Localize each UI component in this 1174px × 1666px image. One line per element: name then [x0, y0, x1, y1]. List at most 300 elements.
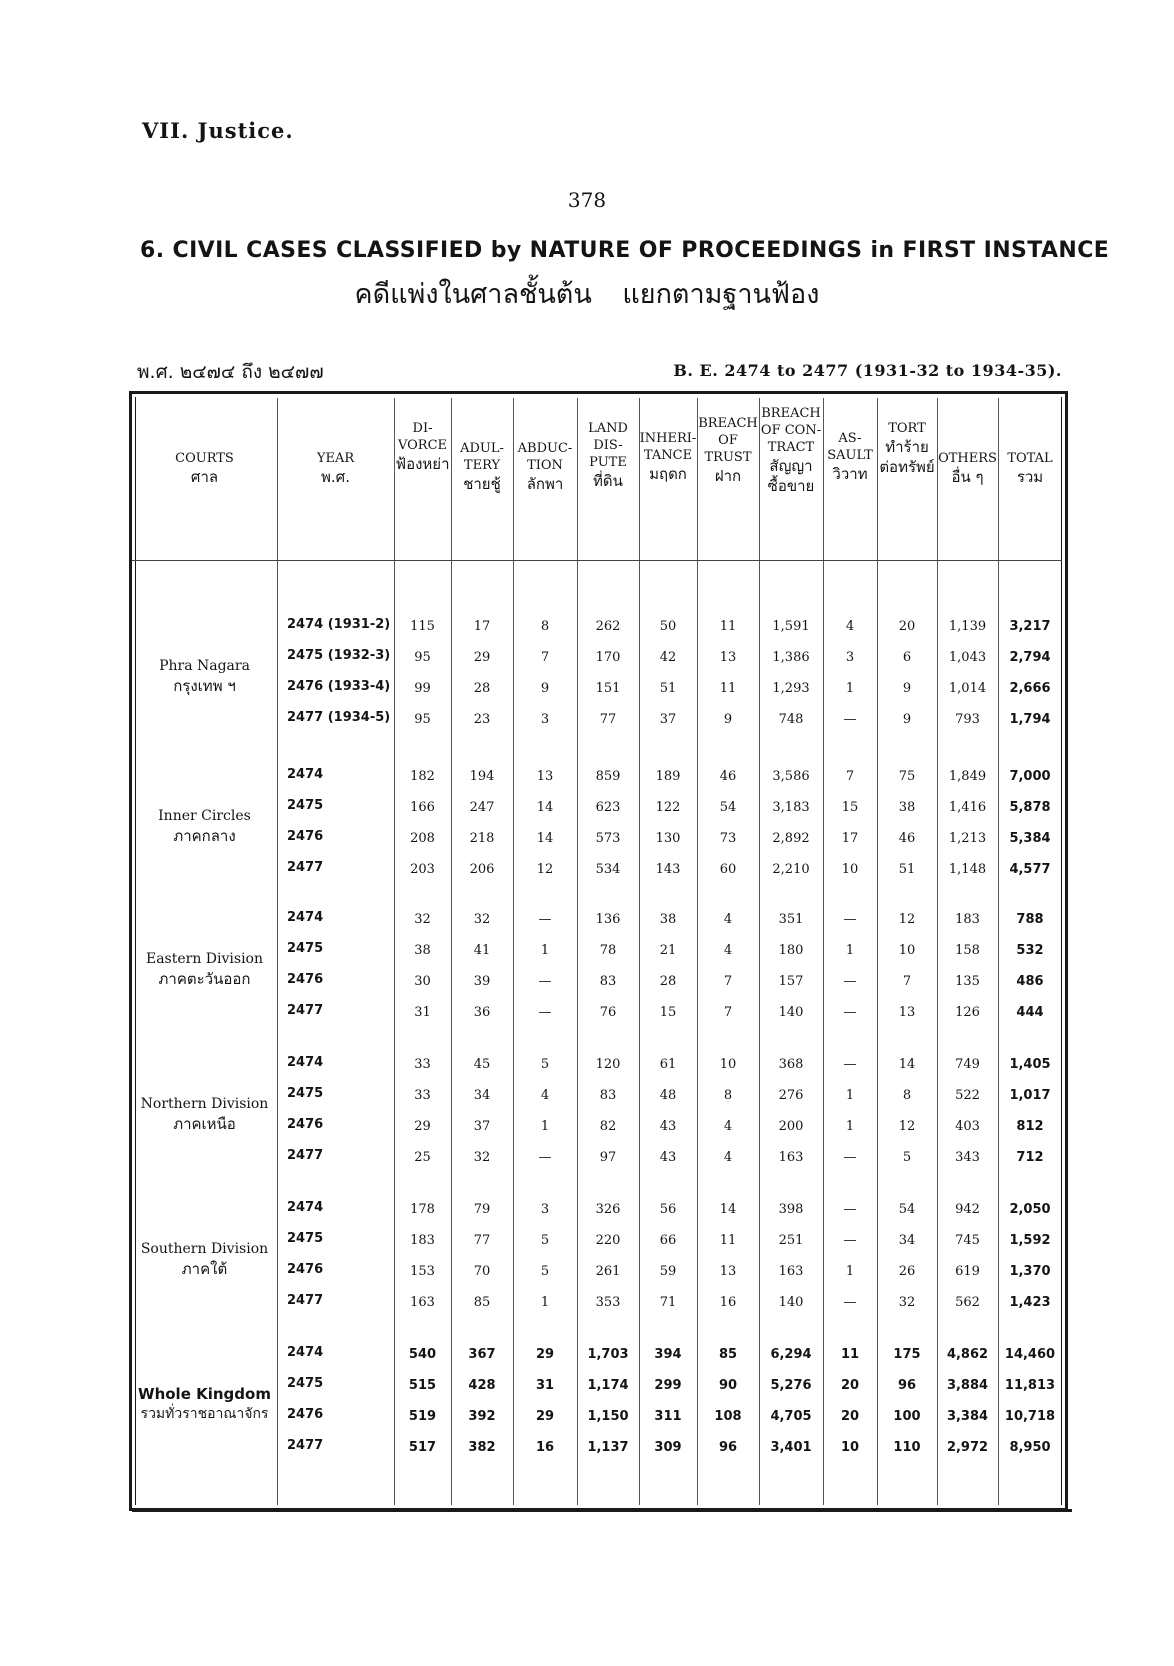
- value-cell-land-dispute: 1,174: [587, 1378, 629, 1393]
- value-cell-assault: 1: [845, 681, 855, 696]
- value-cell-land-dispute: 77: [599, 712, 617, 727]
- value-cell-land-dispute: 220: [595, 1233, 621, 1248]
- value-cell-breach-of-trust: 4: [723, 1119, 733, 1134]
- value-cell-others: 3,384: [946, 1409, 989, 1424]
- column-header-land-dispute: [577, 420, 639, 491]
- column-header-divorce: [394, 420, 451, 474]
- value-cell-total: 1,017: [1009, 1088, 1051, 1103]
- value-cell-abduction: 29: [535, 1409, 555, 1424]
- value-cell-adultery: 45: [473, 1057, 491, 1072]
- value-cell-abduction: 1: [540, 1295, 550, 1310]
- value-cell-adultery: 32: [473, 912, 491, 927]
- value-cell-total: 2,666: [1009, 681, 1051, 696]
- value-cell-total: 5,878: [1009, 800, 1051, 815]
- column-header-english: INHERI- TANCE: [639, 431, 697, 463]
- value-cell-adultery: 79: [473, 1202, 491, 1217]
- value-cell-divorce: 540: [408, 1347, 437, 1362]
- value-cell-breach-of-contract: 140: [778, 1295, 804, 1310]
- court-name-english: Inner Circles: [158, 808, 251, 824]
- column-header-english: LAND DIS- PUTE: [588, 421, 628, 470]
- value-cell-assault: 3: [845, 650, 855, 665]
- value-cell-assault: 7: [845, 769, 855, 784]
- value-cell-assault: 10: [840, 1440, 860, 1455]
- year-cell: 2474: [287, 1200, 324, 1215]
- value-cell-total: 1,794: [1009, 712, 1051, 727]
- value-cell-abduction: 1: [540, 943, 550, 958]
- year-cell: 2475: [287, 941, 324, 956]
- value-cell-divorce: 166: [410, 800, 435, 815]
- value-cell-adultery: 194: [469, 769, 495, 784]
- year-cell: 2476 (1933-4): [287, 679, 391, 694]
- value-cell-divorce: 31: [414, 1005, 431, 1020]
- value-cell-breach-of-trust: 4: [723, 912, 733, 927]
- year-cell: 2477: [287, 1293, 324, 1308]
- value-cell-assault: 1: [845, 943, 855, 958]
- value-cell-tort: 54: [898, 1202, 916, 1217]
- value-cell-total: 1,370: [1009, 1264, 1051, 1279]
- value-cell-inheritance: 130: [655, 831, 681, 846]
- value-cell-adultery: 28: [473, 681, 491, 696]
- value-cell-inheritance: 66: [659, 1233, 677, 1248]
- value-cell-inheritance: 48: [659, 1088, 677, 1103]
- value-cell-abduction: 29: [535, 1347, 555, 1362]
- value-cell-adultery: 32: [473, 1150, 491, 1165]
- value-cell-land-dispute: 97: [599, 1150, 617, 1165]
- value-cell-inheritance: 59: [659, 1264, 677, 1279]
- value-cell-inheritance: 51: [659, 681, 677, 696]
- value-cell-others: 343: [955, 1150, 980, 1165]
- value-cell-total: 2,794: [1009, 650, 1051, 665]
- value-cell-divorce: 99: [414, 681, 431, 696]
- value-cell-abduction: 14: [536, 831, 554, 846]
- value-cell-total: 486: [1016, 974, 1044, 989]
- year-cell: 2476: [287, 1117, 324, 1132]
- value-cell-breach-of-contract: 5,276: [770, 1378, 812, 1393]
- value-cell-tort: 14: [898, 1057, 916, 1072]
- column-header-assault: [823, 430, 877, 484]
- value-cell-breach-of-contract: 163: [778, 1150, 804, 1165]
- value-cell-breach-of-trust: 14: [719, 1202, 737, 1217]
- year-cell: 2474: [287, 1055, 324, 1070]
- year-cell: 2477: [287, 1003, 324, 1018]
- value-cell-others: 1,213: [948, 831, 987, 846]
- column-header-year: [277, 450, 394, 487]
- value-cell-abduction: —: [538, 1150, 552, 1165]
- column-header-english: ADUL- TERY: [460, 441, 504, 473]
- year-cell: 2475: [287, 798, 324, 813]
- value-cell-assault: 20: [840, 1378, 860, 1393]
- value-cell-total: 8,950: [1009, 1440, 1051, 1455]
- year-cell: 2477 (1934-5): [287, 710, 391, 725]
- value-cell-others: 135: [955, 974, 980, 989]
- value-cell-tort: 175: [893, 1347, 921, 1362]
- header-rule: [132, 560, 1062, 561]
- value-cell-breach-of-trust: 7: [723, 974, 733, 989]
- value-cell-assault: —: [843, 1057, 857, 1072]
- value-cell-total: 1,592: [1009, 1233, 1051, 1248]
- column-header-thai: ฝาก: [714, 467, 742, 485]
- column-divider: [277, 398, 278, 1505]
- value-cell-land-dispute: 623: [595, 800, 621, 815]
- value-cell-others: 1,043: [948, 650, 987, 665]
- value-cell-total: 11,813: [1004, 1378, 1056, 1393]
- value-cell-tort: 9: [902, 681, 912, 696]
- value-cell-tort: 110: [893, 1440, 921, 1455]
- column-header-english: TORT: [888, 421, 926, 436]
- value-cell-land-dispute: 1,703: [587, 1347, 629, 1362]
- value-cell-adultery: 29: [473, 650, 491, 665]
- value-cell-inheritance: 394: [654, 1347, 682, 1362]
- value-cell-divorce: 25: [414, 1150, 431, 1165]
- value-cell-tort: 32: [898, 1295, 916, 1310]
- value-cell-tort: 10: [898, 943, 916, 958]
- value-cell-adultery: 70: [473, 1264, 491, 1279]
- value-cell-divorce: 33: [414, 1088, 431, 1103]
- value-cell-abduction: 5: [540, 1057, 550, 1072]
- value-cell-others: 158: [955, 943, 980, 958]
- value-cell-inheritance: 37: [659, 712, 677, 727]
- value-cell-inheritance: 122: [655, 800, 681, 815]
- value-cell-inheritance: 21: [659, 943, 677, 958]
- value-cell-divorce: 182: [410, 769, 435, 784]
- value-cell-inheritance: 61: [659, 1057, 677, 1072]
- value-cell-inheritance: 143: [655, 862, 681, 877]
- value-cell-adultery: 218: [469, 831, 495, 846]
- value-cell-assault: 15: [841, 800, 859, 815]
- value-cell-land-dispute: 1,150: [587, 1409, 629, 1424]
- value-cell-breach-of-trust: 11: [719, 1233, 737, 1248]
- value-cell-land-dispute: 534: [595, 862, 621, 877]
- value-cell-breach-of-trust: 85: [718, 1347, 738, 1362]
- court-name-english: Northern Division: [140, 1096, 269, 1112]
- year-cell: 2476: [287, 1407, 324, 1422]
- value-cell-breach-of-trust: 4: [723, 1150, 733, 1165]
- value-cell-breach-of-contract: 1,293: [772, 681, 810, 696]
- column-header-english: DI- VORCE: [397, 421, 448, 453]
- value-cell-inheritance: 299: [654, 1378, 682, 1393]
- court-name-thai: ภาคกลาง: [173, 827, 236, 845]
- value-cell-total: 712: [1016, 1150, 1044, 1165]
- value-cell-abduction: 8: [540, 619, 550, 634]
- value-cell-assault: —: [843, 1150, 857, 1165]
- value-cell-breach-of-contract: 1,386: [772, 650, 810, 665]
- column-header-thai: อื่น ๆ: [951, 468, 984, 486]
- value-cell-adultery: 392: [468, 1409, 496, 1424]
- value-cell-assault: —: [843, 1295, 857, 1310]
- value-cell-total: 3,217: [1009, 619, 1051, 634]
- value-cell-inheritance: 50: [659, 619, 677, 634]
- value-cell-inheritance: 189: [655, 769, 681, 784]
- value-cell-breach-of-contract: 3,586: [772, 769, 810, 784]
- value-cell-divorce: 163: [410, 1295, 435, 1310]
- column-header-english: BREACH OF CON- TRACT: [760, 406, 822, 455]
- value-cell-breach-of-contract: 398: [778, 1202, 804, 1217]
- column-header-thai: มฤดก: [649, 465, 687, 483]
- value-cell-inheritance: 28: [659, 974, 677, 989]
- value-cell-abduction: 3: [540, 1202, 550, 1217]
- value-cell-total: 788: [1016, 912, 1044, 927]
- value-cell-breach-of-trust: 10: [719, 1057, 737, 1072]
- column-header-thai: ลักพา: [526, 475, 564, 493]
- value-cell-land-dispute: 76: [599, 1005, 617, 1020]
- value-cell-adultery: 23: [473, 712, 491, 727]
- value-cell-others: 2,972: [946, 1440, 989, 1455]
- value-cell-adultery: 206: [469, 862, 495, 877]
- value-cell-divorce: 32: [414, 912, 431, 927]
- value-cell-divorce: 515: [408, 1378, 437, 1393]
- value-cell-tort: 9: [902, 712, 912, 727]
- column-header-thai: สัญญา ซื้อขาย: [767, 457, 815, 495]
- value-cell-tort: 51: [898, 862, 916, 877]
- value-cell-breach-of-contract: 200: [778, 1119, 804, 1134]
- value-cell-others: 1,416: [948, 800, 987, 815]
- value-cell-tort: 13: [898, 1005, 916, 1020]
- year-cell: 2476: [287, 829, 324, 844]
- value-cell-others: 749: [955, 1057, 980, 1072]
- column-header-tort: [877, 420, 937, 477]
- value-cell-total: 444: [1016, 1005, 1044, 1020]
- value-cell-inheritance: 56: [659, 1202, 677, 1217]
- value-cell-inheritance: 311: [654, 1409, 682, 1424]
- value-cell-others: 942: [955, 1202, 980, 1217]
- value-cell-land-dispute: 326: [595, 1202, 621, 1217]
- column-header-english: ABDUC- TION: [517, 441, 573, 473]
- value-cell-land-dispute: 82: [599, 1119, 617, 1134]
- column-header-thai: ชายชู้: [463, 475, 501, 493]
- value-cell-tort: 34: [898, 1233, 916, 1248]
- value-cell-breach-of-trust: 46: [719, 769, 737, 784]
- value-cell-abduction: —: [538, 974, 552, 989]
- value-cell-land-dispute: 261: [595, 1264, 621, 1279]
- value-cell-assault: 20: [840, 1409, 860, 1424]
- value-cell-breach-of-contract: 2,210: [772, 862, 810, 877]
- year-cell: 2475: [287, 1376, 324, 1391]
- value-cell-breach-of-trust: 4: [723, 943, 733, 958]
- value-cell-breach-of-contract: 163: [778, 1264, 804, 1279]
- value-cell-inheritance: 38: [659, 912, 677, 927]
- court-label: [132, 806, 277, 846]
- value-cell-tort: 38: [898, 800, 916, 815]
- value-cell-adultery: 382: [468, 1440, 496, 1455]
- column-header-others: [937, 450, 998, 487]
- value-cell-breach-of-contract: 276: [778, 1088, 804, 1103]
- court-name-thai: กรุงเทพ ฯ: [173, 677, 236, 695]
- column-header-english: TOTAL: [1007, 451, 1053, 466]
- year-cell: 2477: [287, 1438, 324, 1453]
- value-cell-others: 403: [955, 1119, 980, 1134]
- value-cell-assault: 11: [840, 1347, 860, 1362]
- value-cell-breach-of-contract: 2,892: [772, 831, 810, 846]
- value-cell-total: 532: [1016, 943, 1044, 958]
- section-heading: VII. Justice.: [142, 118, 294, 143]
- value-cell-land-dispute: 120: [595, 1057, 621, 1072]
- value-cell-others: 126: [955, 1005, 980, 1020]
- column-header-thai: ทำร้ายต่อทรัพย์: [879, 438, 935, 476]
- value-cell-divorce: 153: [410, 1264, 435, 1279]
- value-cell-total: 812: [1016, 1119, 1044, 1134]
- value-cell-adultery: 17: [473, 619, 491, 634]
- value-cell-inheritance: 71: [659, 1295, 677, 1310]
- value-cell-adultery: 367: [468, 1347, 496, 1362]
- value-cell-breach-of-trust: 60: [719, 862, 737, 877]
- column-header-abduction: [513, 440, 577, 494]
- value-cell-divorce: 30: [414, 974, 431, 989]
- year-cell: 2474: [287, 910, 324, 925]
- value-cell-tort: 46: [898, 831, 916, 846]
- value-cell-breach-of-trust: 8: [723, 1088, 733, 1103]
- value-cell-inheritance: 43: [659, 1119, 677, 1134]
- value-cell-land-dispute: 262: [595, 619, 621, 634]
- court-label: [132, 1239, 277, 1279]
- value-cell-land-dispute: 136: [595, 912, 621, 927]
- value-cell-adultery: 34: [473, 1088, 491, 1103]
- value-cell-tort: 5: [902, 1150, 912, 1165]
- value-cell-breach-of-contract: 6,294: [770, 1347, 812, 1362]
- year-cell: 2477: [287, 860, 324, 875]
- year-cell: 2475 (1932-3): [287, 648, 391, 663]
- value-cell-divorce: 95: [414, 712, 431, 727]
- value-cell-adultery: 428: [468, 1378, 496, 1393]
- value-cell-land-dispute: 1,137: [587, 1440, 629, 1455]
- value-cell-others: 183: [955, 912, 980, 927]
- table-title-thai: คดีแพ่งในศาลชั้นต้น แยกตามฐานฟ้อง: [354, 279, 820, 310]
- value-cell-breach-of-trust: 90: [718, 1378, 738, 1393]
- value-cell-breach-of-contract: 3,183: [772, 800, 810, 815]
- column-header-thai: พ.ศ.: [321, 468, 350, 486]
- value-cell-tort: 12: [898, 1119, 916, 1134]
- court-name-thai: ภาคเหนือ: [173, 1115, 236, 1133]
- value-cell-divorce: 183: [410, 1233, 435, 1248]
- value-cell-land-dispute: 83: [599, 1088, 617, 1103]
- value-cell-abduction: 16: [535, 1440, 555, 1455]
- court-label: [132, 949, 277, 989]
- value-cell-breach-of-trust: 108: [714, 1409, 742, 1424]
- court-label: [132, 1094, 277, 1134]
- value-cell-abduction: 14: [536, 800, 554, 815]
- value-cell-divorce: 38: [414, 943, 431, 958]
- value-cell-divorce: 115: [410, 619, 435, 634]
- value-cell-breach-of-trust: 54: [719, 800, 737, 815]
- column-header-total: [998, 450, 1062, 487]
- value-cell-total: 1,405: [1009, 1057, 1051, 1072]
- value-cell-others: 619: [955, 1264, 980, 1279]
- column-header-english: COURTS: [175, 451, 234, 466]
- value-cell-breach-of-trust: 7: [723, 1005, 733, 1020]
- value-cell-others: 3,884: [946, 1378, 989, 1393]
- value-cell-others: 1,014: [948, 681, 987, 696]
- value-cell-breach-of-trust: 11: [719, 619, 737, 634]
- value-cell-assault: —: [843, 1202, 857, 1217]
- value-cell-tort: 7: [902, 974, 912, 989]
- value-cell-tort: 100: [893, 1409, 921, 1424]
- value-cell-inheritance: 43: [659, 1150, 677, 1165]
- year-range-thai: พ.ศ. ๒๔๗๔ ถึง ๒๔๗๗: [137, 361, 324, 383]
- value-cell-inheritance: 309: [654, 1440, 682, 1455]
- value-cell-breach-of-trust: 13: [719, 650, 737, 665]
- year-cell: 2475: [287, 1231, 324, 1246]
- value-cell-breach-of-contract: 1,591: [772, 619, 810, 634]
- value-cell-breach-of-trust: 11: [719, 681, 737, 696]
- value-cell-abduction: 7: [540, 650, 550, 665]
- year-cell: 2477: [287, 1148, 324, 1163]
- value-cell-assault: 1: [845, 1264, 855, 1279]
- year-range-english: B. E. 2474 to 2477 (1931-32 to 1934-35).: [673, 361, 1062, 380]
- value-cell-breach-of-trust: 9: [723, 712, 733, 727]
- value-cell-divorce: 33: [414, 1057, 431, 1072]
- column-header-english: YEAR: [316, 451, 355, 466]
- page-number: 378: [567, 188, 607, 212]
- value-cell-abduction: —: [538, 912, 552, 927]
- value-cell-land-dispute: 170: [595, 650, 621, 665]
- value-cell-abduction: 5: [540, 1264, 550, 1279]
- value-cell-breach-of-contract: 3,401: [770, 1440, 812, 1455]
- value-cell-assault: 4: [845, 619, 855, 634]
- value-cell-abduction: 4: [540, 1088, 550, 1103]
- value-cell-divorce: 208: [410, 831, 435, 846]
- value-cell-total: 2,050: [1009, 1202, 1051, 1217]
- year-cell: 2474 (1931-2): [287, 617, 391, 632]
- court-label: [132, 656, 277, 696]
- column-header-thai: วิวาท: [832, 465, 868, 483]
- value-cell-abduction: 5: [540, 1233, 550, 1248]
- column-header-breach-of-contract: [759, 405, 823, 496]
- table-title-english: 6. CIVIL CASES CLASSIFIED by NATURE OF PROCEEDINGS in FIRST INSTANCE: [140, 238, 1110, 263]
- value-cell-tort: 26: [898, 1264, 916, 1279]
- value-cell-total: 1,423: [1009, 1295, 1051, 1310]
- column-header-thai: ศาล: [190, 468, 219, 486]
- value-cell-adultery: 247: [469, 800, 495, 815]
- value-cell-land-dispute: 353: [595, 1295, 621, 1310]
- value-cell-breach-of-contract: 368: [778, 1057, 804, 1072]
- value-cell-divorce: 29: [414, 1119, 431, 1134]
- value-cell-breach-of-trust: 73: [719, 831, 737, 846]
- value-cell-breach-of-trust: 96: [718, 1440, 738, 1455]
- court-name-thai: ภาคใต้: [181, 1260, 228, 1278]
- value-cell-breach-of-contract: 351: [778, 912, 804, 927]
- year-cell: 2476: [287, 972, 324, 987]
- value-cell-assault: —: [843, 912, 857, 927]
- value-cell-total: 4,577: [1009, 862, 1051, 877]
- value-cell-divorce: 178: [410, 1202, 435, 1217]
- column-header-english: BREACH OF TRUST: [698, 416, 758, 465]
- value-cell-others: 4,862: [946, 1347, 989, 1362]
- value-cell-assault: —: [843, 974, 857, 989]
- column-header-inheritance: [639, 430, 697, 484]
- value-cell-others: 1,139: [948, 619, 987, 634]
- column-header-english: AS- SAULT: [827, 431, 873, 463]
- value-cell-others: 793: [955, 712, 980, 727]
- column-header-breach-of-trust: [697, 415, 759, 486]
- value-cell-abduction: 12: [536, 862, 554, 877]
- value-cell-land-dispute: 78: [599, 943, 617, 958]
- value-cell-divorce: 203: [410, 862, 435, 877]
- value-cell-land-dispute: 151: [595, 681, 621, 696]
- value-cell-tort: 6: [902, 650, 912, 665]
- value-cell-assault: —: [843, 712, 857, 727]
- value-cell-total: 10,718: [1004, 1409, 1056, 1424]
- value-cell-total: 14,460: [1004, 1347, 1056, 1362]
- value-cell-assault: 10: [841, 862, 859, 877]
- value-cell-tort: 75: [898, 769, 916, 784]
- column-header-english: OTHERS: [938, 451, 997, 466]
- value-cell-others: 745: [955, 1233, 980, 1248]
- value-cell-breach-of-trust: 16: [719, 1295, 737, 1310]
- value-cell-abduction: —: [538, 1005, 552, 1020]
- court-name-english: Southern Division: [140, 1241, 269, 1257]
- value-cell-tort: 20: [898, 619, 916, 634]
- value-cell-divorce: 517: [408, 1440, 437, 1455]
- value-cell-total: 5,384: [1009, 831, 1051, 846]
